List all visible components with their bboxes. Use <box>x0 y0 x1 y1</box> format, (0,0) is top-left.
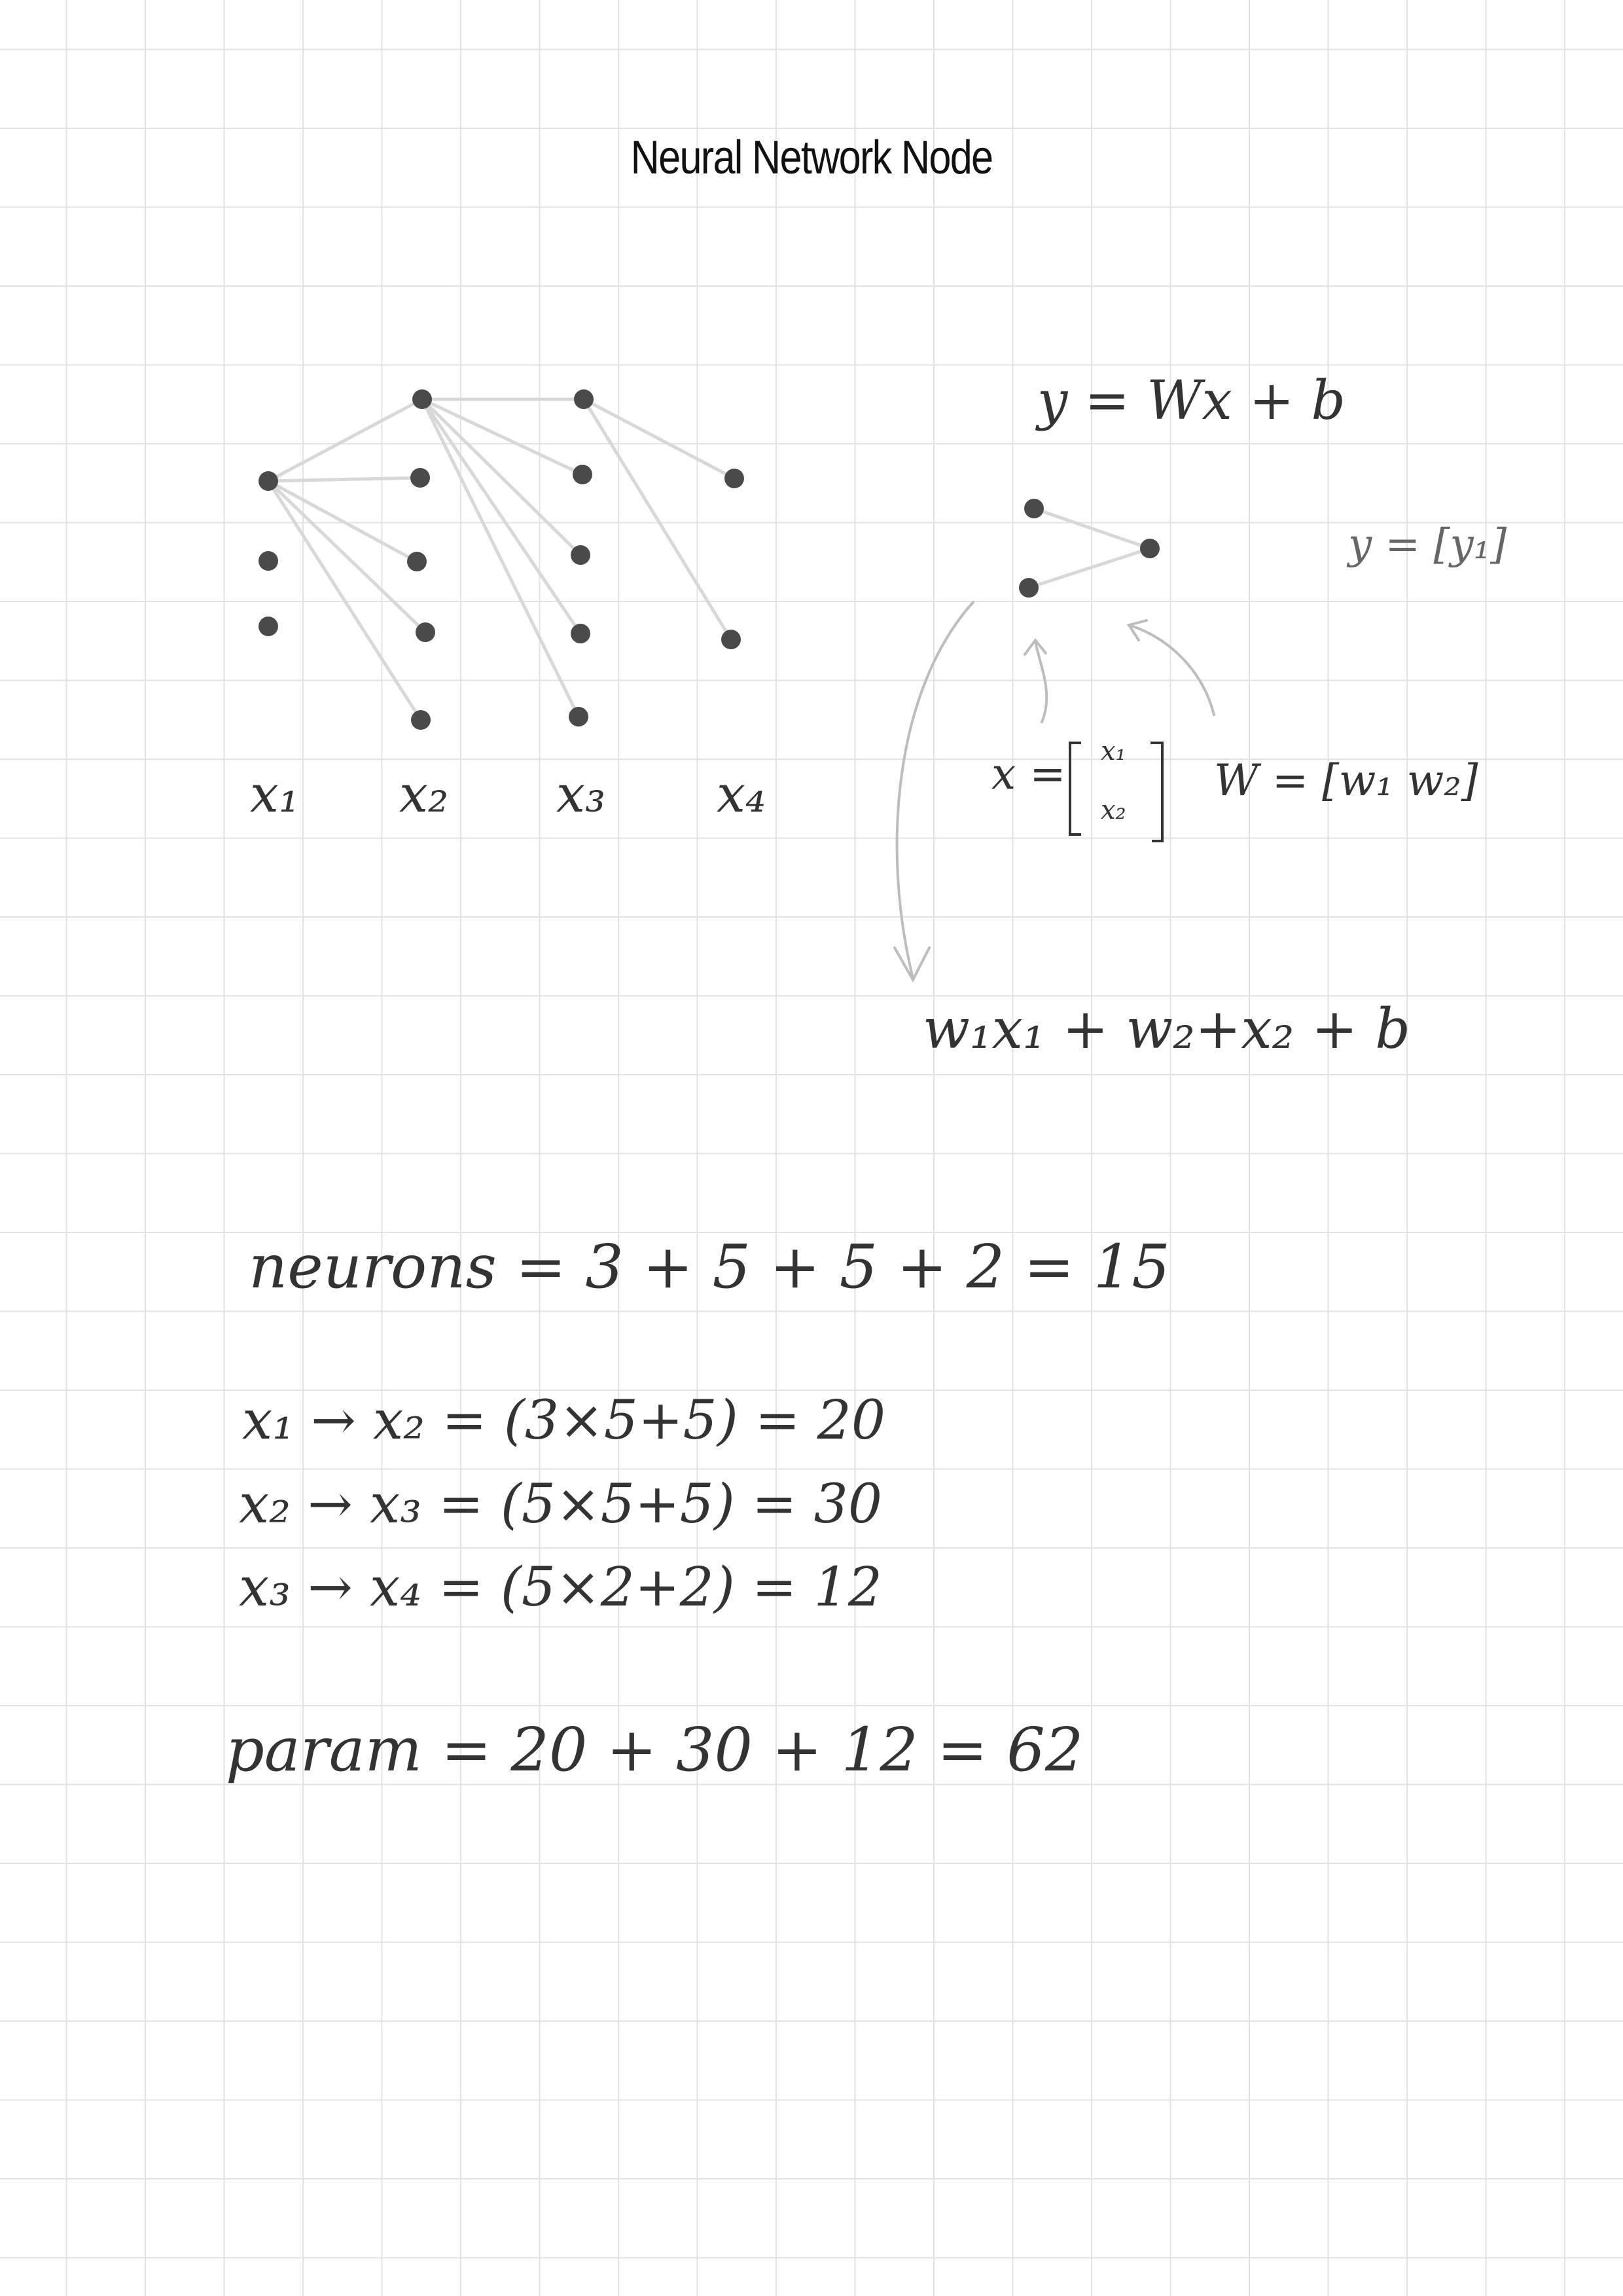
x-vector-entry: x₂ <box>1101 795 1126 825</box>
neuron-node <box>412 389 432 409</box>
neuron-node <box>259 471 278 491</box>
arrow-up-curve <box>1129 625 1214 715</box>
page-title: Neural Network Node <box>630 132 993 184</box>
calc-row: x₁ → x₂ = (3×5+5) = 20 <box>242 1390 885 1452</box>
network-edge <box>268 478 420 481</box>
network-edges <box>268 399 734 720</box>
node-edge <box>1029 548 1150 588</box>
node-output <box>1140 539 1160 558</box>
neuron-node <box>259 551 278 571</box>
network-edge <box>268 481 425 632</box>
calc-row: x₂ → x₃ = (5×5+5) = 30 <box>239 1473 882 1535</box>
neuron-node <box>259 617 278 636</box>
node-diagram <box>1019 499 1160 598</box>
arrow-down-long <box>897 602 973 978</box>
neuron-node <box>569 707 588 726</box>
neuron-node <box>571 545 590 565</box>
w-vector: W = [w₁ w₂] <box>1214 755 1478 806</box>
neuron-node <box>410 468 430 488</box>
network-edge <box>268 399 422 481</box>
node-input <box>1019 578 1039 598</box>
layer-label-x4: x₄ <box>717 765 766 824</box>
neuron-node <box>574 389 594 409</box>
layer-label-x3: x₃ <box>556 765 606 824</box>
layer-label-x2: x₂ <box>399 765 449 824</box>
layer-label-x1: x₁ <box>250 765 300 824</box>
neuron-node <box>407 552 427 571</box>
calc-row: x₃ → x₄ = (5×2+2) = 12 <box>239 1556 882 1619</box>
network-edge <box>422 399 580 634</box>
expansion: w₁x₁ + w₂+x₂ + b <box>923 997 1410 1061</box>
x-vector-entry: x₁ <box>1101 736 1126 766</box>
neuron-node <box>416 622 435 642</box>
network-edge <box>584 399 731 639</box>
neuron-node <box>721 630 741 649</box>
param-count: param = 20 + 30 + 12 = 62 <box>226 1715 1084 1785</box>
node-edge <box>1034 509 1150 548</box>
node-equation: y = Wx + b <box>1037 370 1346 432</box>
neuron-node <box>571 624 590 643</box>
neurons-count: neurons = 3 + 5 + 5 + 2 = 15 <box>249 1232 1170 1302</box>
node-input <box>1024 499 1044 518</box>
neuron-node <box>411 710 431 730</box>
x-vector: x = <box>991 749 1066 799</box>
network-edge <box>422 399 580 555</box>
network-edge <box>268 481 417 562</box>
y-vector: y = [y₁] <box>1348 520 1507 569</box>
neuron-node <box>724 469 744 488</box>
network-edge <box>422 399 579 717</box>
network-edge <box>268 481 421 720</box>
neuron-node <box>573 465 592 484</box>
